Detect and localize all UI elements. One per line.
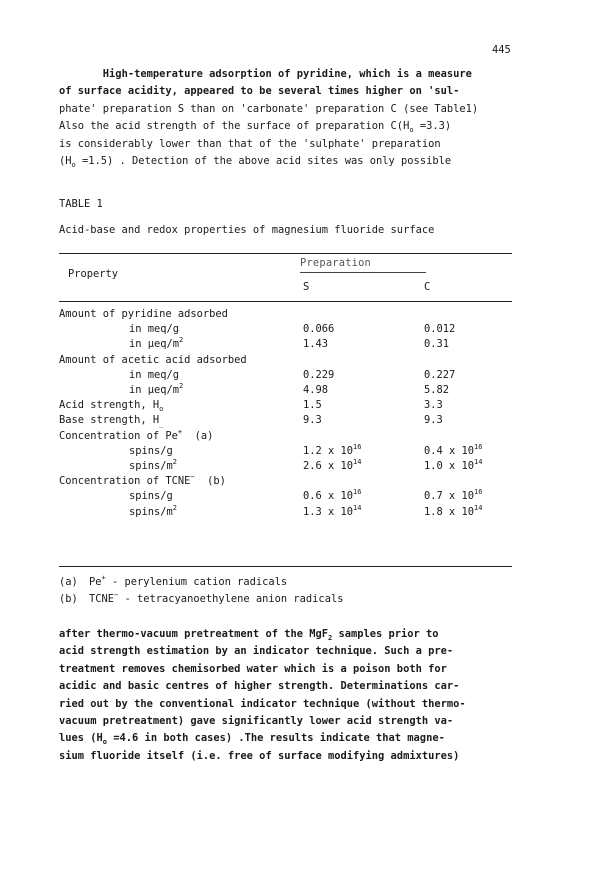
table-row — [0, 367, 593, 382]
row-label: Amount of pyridine adsorbed — [59, 308, 228, 320]
table-label: TABLE 1 — [59, 198, 103, 210]
row-label: Amount of acetic acid adsorbed — [59, 353, 247, 366]
cell-c: 0.31 — [424, 338, 450, 351]
cell-s: 4.98 — [303, 384, 329, 396]
cell-s: 1.5 — [303, 399, 322, 412]
table-row — [0, 352, 593, 367]
text-line: acid strength estimation by an indicator technique. Such a pre- — [59, 645, 454, 658]
row-label: in meq/g — [129, 368, 180, 381]
cell-s: 2.6 x $10^{14}$ — [303, 458, 362, 472]
header-property: Property — [68, 268, 119, 280]
cell-c: 1.0 x $10^{14}$ — [424, 458, 483, 472]
table-row — [0, 306, 593, 321]
cell-c: 3.3 — [424, 399, 443, 412]
row-label: Concentration of TCNE− (b) — [59, 473, 226, 488]
text-line: ried out by the conventional indicator technique (without thermo- — [59, 697, 466, 710]
cell-c: 0.227 — [424, 368, 456, 381]
row-label: Base strength, $H_{\_}$ — [59, 414, 164, 429]
footnote-b: (b) TCNE− - tetracyanoethylene anion radicals — [59, 591, 344, 605]
row-label: spins/$m^2$ — [129, 503, 178, 518]
table-row — [0, 382, 593, 397]
text-line: High-temperature adsorption of pyridine, which is a measure — [102, 68, 472, 80]
table-header-rule — [59, 301, 512, 302]
cell-s: 1.3 x $10^{14}$ — [303, 503, 362, 518]
header-s: S — [303, 281, 310, 293]
cell-c: 5.82 — [424, 384, 450, 396]
cell-s: 9.3 — [303, 414, 322, 427]
table-row — [0, 458, 593, 473]
text-line: acidic and basic centres of higher strength. Determinations car- — [59, 680, 460, 693]
table-row — [0, 488, 593, 503]
cell-s: 1.43 — [303, 338, 329, 351]
paragraph-continuation — [59, 626, 529, 765]
text-line: phate' preparation S than on 'carbonate' preparation C (see Table1) — [59, 102, 479, 115]
table-row — [0, 336, 593, 351]
cell-s: 0.229 — [303, 368, 335, 381]
table-row — [0, 504, 593, 519]
table-top-rule — [59, 253, 512, 254]
text-line: $(H_o =1.5)$ . Detection of the above acid sites was only possible — [59, 154, 452, 169]
table-row — [0, 412, 593, 427]
text-line: sium fluoride itself (i.e. free of surface modifying admixtures) — [59, 749, 460, 762]
cell-c: 0.4 x $10^{16}$ — [424, 442, 483, 457]
paragraph-intro — [59, 66, 529, 170]
row-label: spins/g — [129, 444, 173, 457]
page-number: 445 — [492, 44, 511, 56]
row-label: in μeq/$m^2$ — [129, 336, 184, 351]
cell-s: 1.2 x $10^{16}$ — [303, 442, 362, 457]
cell-c: 1.8 x $10^{14}$ — [424, 503, 483, 518]
table-bottom-rule — [59, 566, 512, 567]
cell-c: 0.012 — [424, 323, 456, 336]
footnote-a: (a) Pe+ - perylenium cation radicals — [59, 574, 288, 588]
table-caption: Acid-base and redox properties of magnesium fluoride surface — [59, 224, 435, 236]
text-line: lues ($H_o =4.6$ in both cases) .The results indicate that magne- — [59, 732, 445, 747]
table-row — [0, 397, 593, 412]
text-line: is considerably lower than that of the 'sulphate' preparation — [59, 137, 441, 150]
table-row — [0, 428, 593, 443]
text-line: after thermo-vacuum pretreatment of the MgF$_2$ samples prior to — [59, 628, 439, 642]
table-row — [0, 321, 593, 336]
row-label: Acid strength, $H_o$ — [59, 399, 164, 414]
text-line: vacuum pretreatment) gave significantly lower acid strength va- — [59, 714, 454, 727]
cell-s: 0.066 — [303, 323, 335, 336]
row-label: in μeq/$m^2$ — [129, 382, 184, 396]
header-c: C — [424, 281, 431, 293]
cell-c: 9.3 — [424, 414, 443, 427]
cell-s: 0.6 x $10^{16}$ — [303, 488, 362, 503]
row-label: Concentration of Pe+ (a) — [59, 427, 214, 442]
text-line: of surface acidity, appeared to be several times higher on 'sul- — [59, 85, 460, 98]
header-preparation: Preparation — [300, 257, 372, 269]
row-label: spins/g — [129, 490, 173, 503]
row-label: spins/$m^2$ — [129, 458, 178, 472]
table-row — [0, 443, 593, 458]
text-line: treatment removes chemisorbed water which is a poison both for — [59, 662, 447, 675]
header-underline — [300, 272, 426, 273]
row-label: in meq/g — [129, 323, 180, 336]
cell-c: 0.7 x $10^{16}$ — [424, 488, 483, 503]
table-row — [0, 473, 593, 488]
text-line: Also the acid strength of the surface of preparation $C(H_o =3.3)$ — [59, 120, 452, 135]
